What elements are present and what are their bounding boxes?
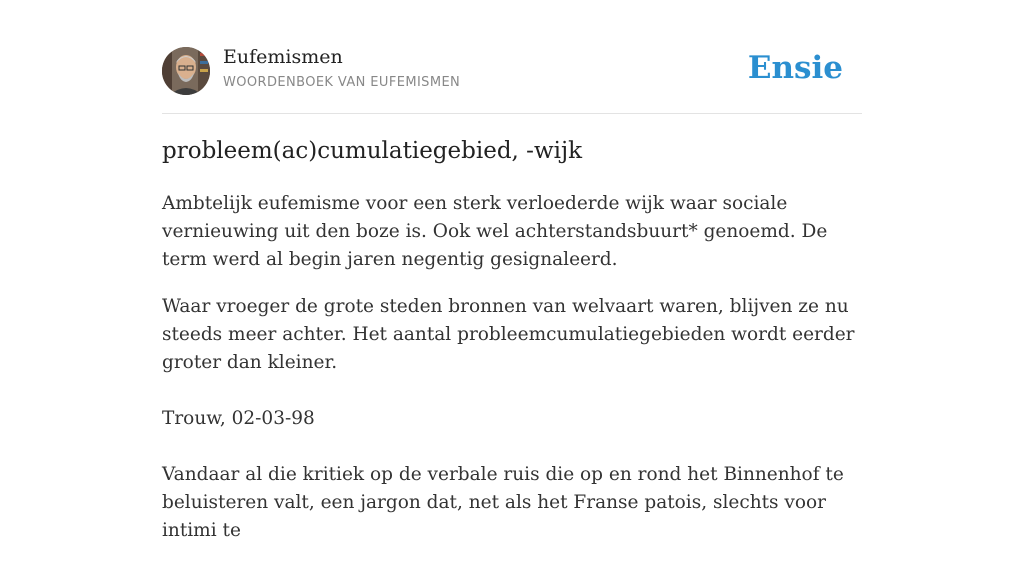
post-body [162, 190, 862, 564]
body-paragraph: Ambtelijk eufemisme voor een sterk verloederde wijk waar sociale vernieuwing uit den boze is. Ook wel achterstandsbuurt* genoemd. De term werd al begin jaren negentig gesignaleerd. [162, 193, 828, 270]
ensie-logo[interactable]: Ensie [747, 50, 843, 86]
body-paragraph: Waar vroeger de grote steden bronnen van welvaart waren, blijven ze nu steeds meer achter. Het aantal probleemcumulatiegebieden wordt eerder groter dan kleiner. [162, 296, 855, 373]
avatar-portrait-icon [162, 47, 210, 95]
blog-subtitle: WOORDENBOEK VAN EUFEMISMEN [223, 75, 461, 90]
blog-title[interactable]: Eufemismen [223, 46, 343, 68]
body-paragraph: Vandaar al die kritiek op de verbale ruis die op en rond het Binnenhof te beluisteren valt, een jargon dat, net als het Franse patois, slechts voor intimi te [162, 464, 844, 541]
post-title: probleem(ac)cumulatiegebied, -wijk [162, 138, 583, 164]
header [162, 0, 862, 114]
page-container [162, 0, 862, 541]
quote-source: Trouw, 02-03-98 [162, 408, 315, 429]
author-avatar[interactable] [162, 47, 210, 95]
